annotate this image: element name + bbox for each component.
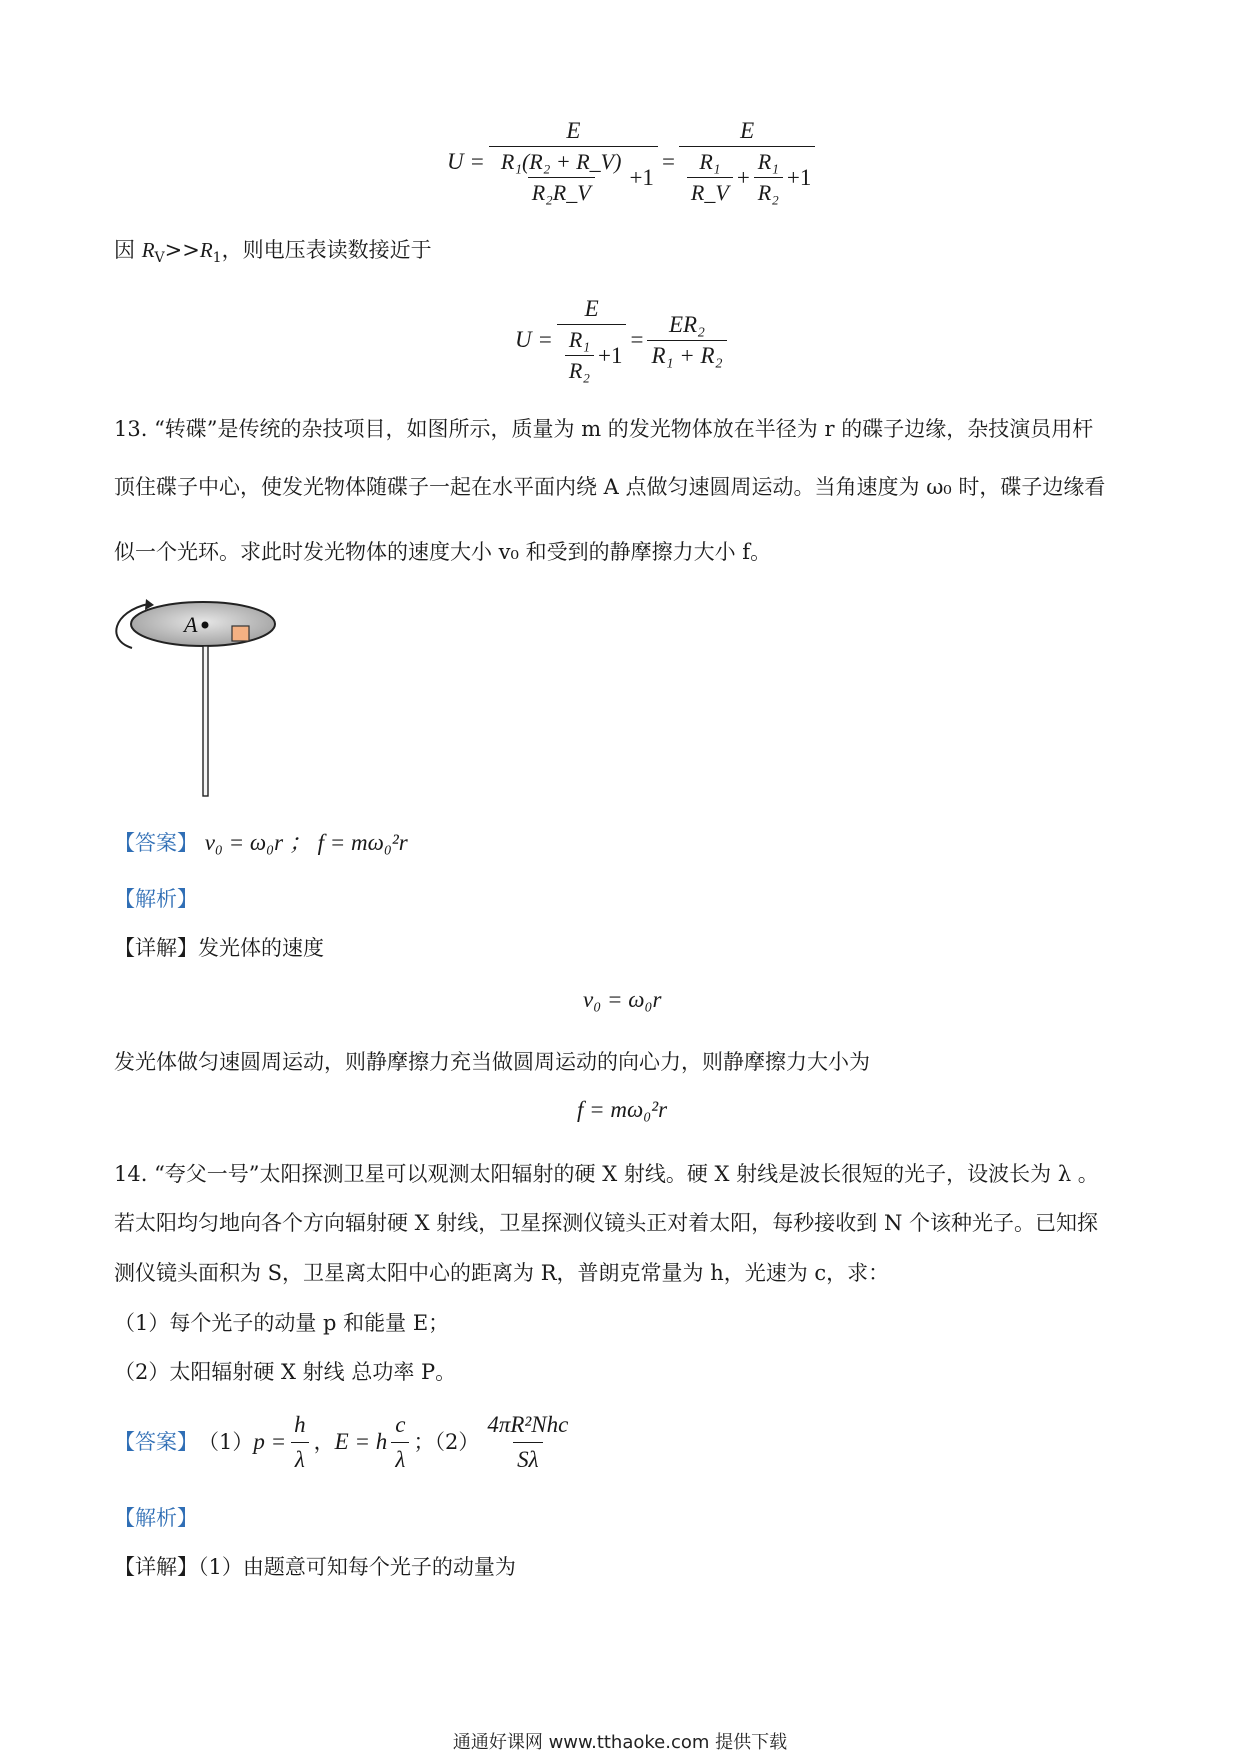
page-footer: 通通好课网 www.tthaoke.com 提供下载 — [452, 1732, 788, 1753]
q13-detail-line-1: 【详解】发光体的速度 — [114, 936, 324, 960]
q13-detail-line-2: 发光体做匀速圆周运动，则静摩擦力充当做圆周运动的向心力，则静摩擦力大小为 — [114, 1050, 870, 1074]
eq-equals: = — [661, 149, 675, 174]
eq-numerator-2: E — [740, 118, 755, 143]
answer-tag: 【答案】 — [114, 1430, 198, 1454]
equation-voltage-approx: U = E $\frac{\text{R₁}}{\text{R₂}}$ +1 = $\frac{\text{ER₂}}{\text{R₁ + R₂}}$ — [515, 290, 731, 390]
eq-lhs: U = — [447, 149, 485, 174]
q13-line-3: 似一个光环。求此时发光物体的速度大小 v₀ 和受到的静摩擦力大小 f。 — [114, 540, 772, 564]
eq-numerator: E — [566, 118, 581, 143]
point-a-label: A — [184, 612, 198, 637]
q14-line-3: 测仪镜头面积为 S，卫星离太阳中心的距离为 R，普朗克常量为 h，光速为 c，求： — [114, 1261, 890, 1285]
q13-answer — [114, 828, 408, 858]
q13-eq-friction: f = mω₀²r — [577, 1097, 668, 1122]
q14-answer: 【答案】 （1） p = $\frac{h}{\lambda}$ ， E = h $\frac{c}{\lambda}$ ；（2） $\frac{\text{4πR²Nhc}}{S\lambda}$ — [114, 1412, 576, 1472]
eq-fraction-1 — [489, 118, 658, 206]
q14-line-2: 若太阳均匀地向各个方向辐射硬 X 射线，卫星探测仪镜头正对着太阳，每秒接收到 N 个该种光子。已知探 — [114, 1211, 1099, 1235]
q13-analysis-tag: 【解析】 — [114, 887, 198, 911]
eq-inner-denominator: R₂R_V — [528, 177, 595, 206]
q14-detail-line-1: 【详解】（1）由题意可知每个光子的动量为 — [114, 1555, 516, 1579]
q14-sub-2: （2）太阳辐射硬 X 射线 总功率 P。 — [114, 1360, 457, 1384]
q14-analysis-tag: 【解析】 — [114, 1506, 198, 1530]
q13-line-2: 顶住碟子中心，使发光物体随碟子一起在水平面内绕 A 点做匀速圆周运动。当角速度为 ω₀ 时，碟子边缘看 — [114, 475, 1106, 499]
q13-eq-velocity: v₀ = ω₀r — [583, 987, 662, 1012]
answer-text: v₀ = ω₀r ； f = mω₀²r — [204, 830, 408, 855]
support-rod — [203, 646, 208, 796]
q14-sub-1: （1）每个光子的动量 p 和能量 E； — [114, 1311, 450, 1335]
answer-tag: 【答案】 — [114, 831, 198, 855]
glowing-object — [232, 626, 249, 641]
q14-line-1: 14. “夸父一号”太阳探测卫星可以观测太阳辐射的硬 X 射线。硬 X 射线是波长很短的光子，设波长为 λ 。 — [114, 1162, 1099, 1186]
spinning-plate-figure — [108, 592, 288, 802]
point-a-dot — [202, 622, 209, 629]
eq-fraction-2: E $\frac{\text{R₁}}{R\_V}$ + $\frac{\text{R₁}}{\text{R₂}}$ +1 — [679, 118, 815, 206]
eq-inner-numerator: R₁(R₂ + R_V) — [500, 149, 622, 174]
q13-line-1: 13. “转碟”是传统的杂技项目，如图所示，质量为 m 的发光物体放在半径为 r 的碟子边缘，杂技演员用杆 — [114, 417, 1094, 441]
eq-plus-one: +1 — [629, 164, 654, 190]
text-because-line: 因 $R_V>>R_1$，则电压表读数接近于 — [114, 238, 432, 267]
equation-voltage-general — [447, 112, 819, 212]
